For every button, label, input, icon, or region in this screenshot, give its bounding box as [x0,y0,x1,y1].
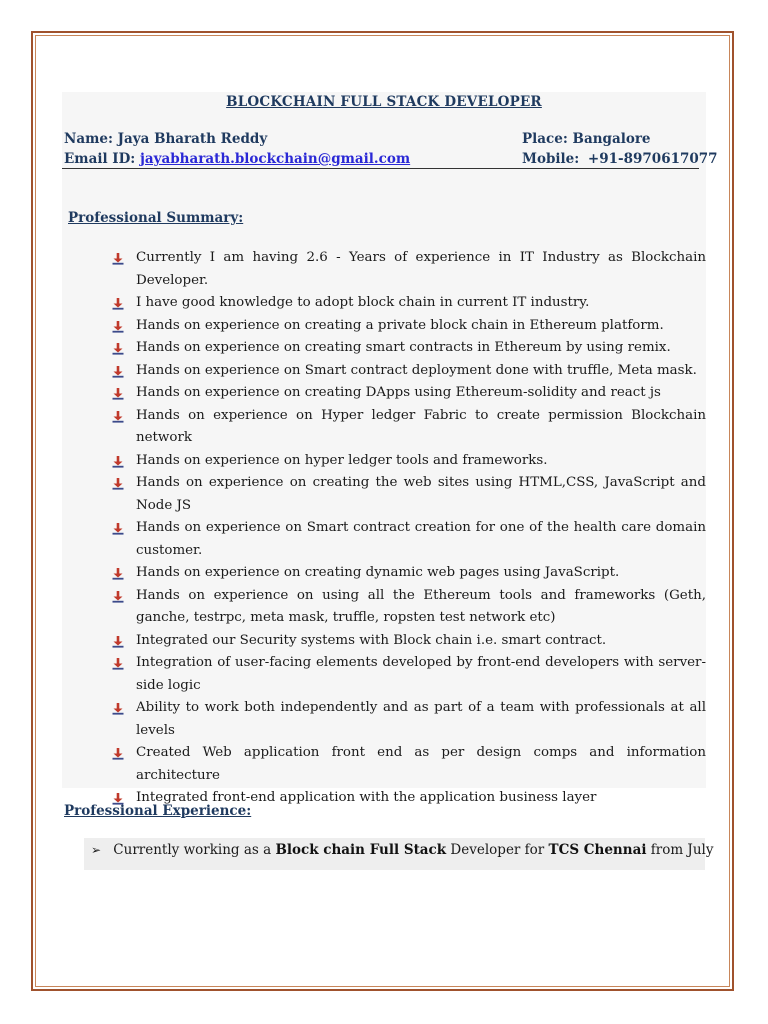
summary-item [110,697,706,742]
summary-item-text: Hands on experience on creating dynamic web pages using JavaScript. [136,565,620,580]
summary-item-text: Hands on experience on Smart contract deployment done with truffle, Meta mask. [136,362,697,378]
summary-item-text: Hands on experience on using all the Ethereum tools and frameworks (Geth, ganche, testrpc, meta mask, truffle, ropsten test network etc) [136,587,706,625]
down-arrow-bullet-icon [112,522,124,535]
resume-title: BLOCKCHAIN FULL STACK DEVELOPER [226,94,542,110]
name-label: Name: [64,131,113,147]
down-arrow-bullet-icon [112,590,124,603]
down-arrow-bullet-icon [112,455,124,468]
exp-mid: Developer for [450,842,545,858]
experience-line [91,842,713,858]
summary-item [110,585,706,630]
mobile-value: +91-8970617077 [587,151,718,167]
down-arrow-bullet-icon [112,702,124,715]
summary-item [110,562,706,585]
summary-item-text: Currently I am having 2.6 - Years of experience in IT Industry as Blockchain Developer. [136,250,706,288]
summary-item [110,742,706,787]
summary-item-text: Integration of user-facing elements developed by front-end developers with server-side logic [136,655,706,693]
summary-item-text: Integrated front-end application with the application business layer [136,790,597,805]
place-label: Place: [522,131,568,147]
summary-item [110,630,706,653]
down-arrow-bullet-icon [112,477,124,490]
summary-item [110,405,706,450]
email-line [64,151,410,167]
exp-prefix: Currently working as a [113,842,272,858]
summary-item-text: Hands on experience on creating a private block chain in Ethereum platform. [136,317,664,333]
exp-role: Block chain Full Stack [275,842,447,858]
summary-item [110,337,706,360]
down-arrow-bullet-icon [112,635,124,648]
down-arrow-bullet-icon [112,365,124,378]
summary-item [110,517,706,562]
summary-item [110,292,706,315]
summary-item-text: Ability to work both independently and as part of a team with professionals at all levels [136,700,706,738]
arrowhead-bullet-icon: ➢ [91,843,102,857]
exp-company: TCS Chennai [548,842,647,858]
email-link[interactable]: jayabharath.blockchain@gmail.com [140,151,411,167]
summary-heading: Professional Summary: [68,210,244,226]
down-arrow-bullet-icon [112,567,124,580]
summary-item [110,360,706,383]
email-label: Email ID: [64,151,136,167]
name-line [64,131,267,147]
summary-item-text: Hands on experience on creating the web sites using HTML,CSS, JavaScript and Node JS [136,475,706,513]
down-arrow-bullet-icon [112,657,124,670]
down-arrow-bullet-icon [112,320,124,333]
experience-heading: Professional Experience: [64,803,252,819]
summary-item [110,382,706,405]
summary-item [110,652,706,697]
down-arrow-bullet-icon [112,252,124,265]
summary-item-text: Hands on experience on hyper ledger tools and frameworks. [136,452,548,468]
summary-item [110,472,706,517]
summary-item [110,247,706,292]
mobile-line [522,151,718,167]
summary-list [110,247,706,810]
header-divider [62,168,699,169]
place-value: Bangalore [572,131,651,147]
summary-item-text: Hands on experience on creating DApps using Ethereum-solidity and react js [136,385,661,400]
summary-item-text: I have good knowledge to adopt block chain in current IT industry. [136,295,590,310]
down-arrow-bullet-icon [112,410,124,423]
exp-suffix: from July [650,842,714,858]
summary-item-text: Integrated our Security systems with Block chain i.e. smart contract. [136,632,607,648]
summary-item-text: Created Web application front end as per design comps and information architecture [136,745,706,783]
mobile-label: Mobile: [522,151,580,167]
down-arrow-bullet-icon [112,387,124,400]
summary-item-text: Hands on experience on Smart contract creation for one of the health care domain customer. [136,520,706,558]
summary-item-text: Hands on experience on Hyper ledger Fabric to create permission Blockchain network [136,407,706,445]
down-arrow-bullet-icon [112,342,124,355]
summary-item [110,450,706,473]
down-arrow-bullet-icon [112,297,124,310]
down-arrow-bullet-icon [112,747,124,760]
summary-item [110,315,706,338]
name-value: Jaya Bharath Reddy [117,131,268,147]
place-line [522,131,651,147]
summary-item-text: Hands on experience on creating smart contracts in Ethereum by using remix. [136,340,671,355]
